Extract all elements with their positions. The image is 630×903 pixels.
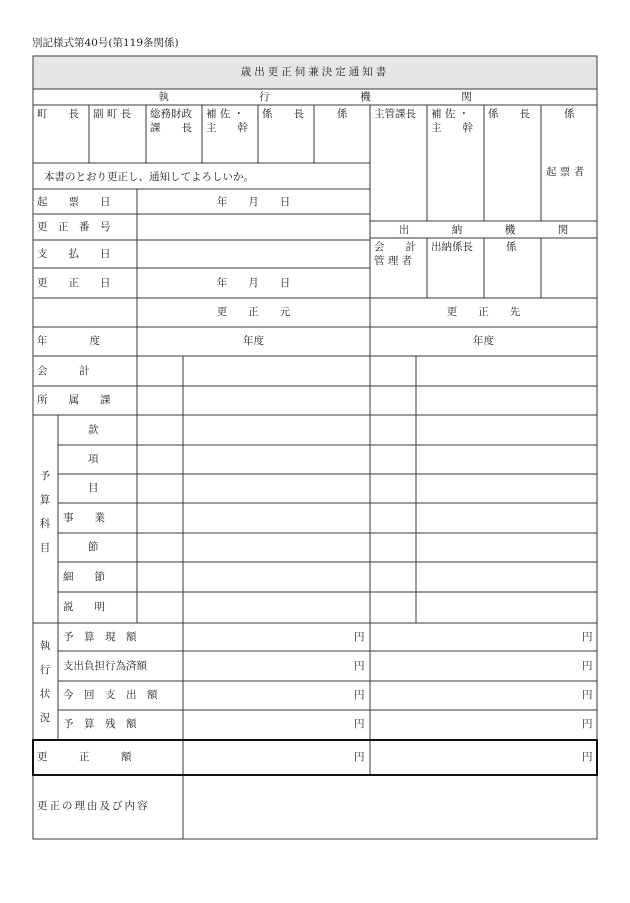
yen-mark: 円: [354, 689, 365, 701]
reason-label: 更正の理由及び内容: [37, 800, 150, 812]
kosei-moto-heading: 更 正 元: [216, 306, 291, 318]
kaikei-kanrisha-label-2: 管 理 者: [374, 255, 413, 267]
yen-mark: 円: [582, 751, 593, 763]
budget-item-moku: 目: [88, 482, 99, 494]
yen-mark: 円: [582, 689, 593, 701]
kosei-date-value[interactable]: 年 月 日: [216, 277, 291, 289]
form-number: 別記様式第40号(第119条関係): [32, 37, 179, 49]
stamp-label-somu-2: 課 長: [150, 122, 192, 134]
yen-mark: 円: [354, 631, 365, 643]
stamp-label-hosa-b-2: 主 幹: [431, 122, 473, 134]
stamp-label-kakari-b: 係: [564, 108, 575, 120]
nendo-label: 年 度: [37, 335, 100, 347]
stamp-label-shukan: 主管課長: [374, 108, 416, 120]
yen-mark: 円: [354, 660, 365, 672]
budget-item-jigyo: 事 業: [63, 512, 105, 524]
yen-mark: 円: [582, 718, 593, 730]
exec-shishutsu-futan: 支出負担行為済額: [63, 660, 147, 672]
suito-kakari-label: 係: [506, 241, 517, 253]
yen-mark: 円: [582, 660, 593, 672]
budget-item-setsumei: 説 明: [63, 601, 105, 613]
reason-field[interactable]: [184, 776, 596, 838]
kihyo-date-label: 起 票 日: [37, 196, 111, 208]
nendo-moto[interactable]: 年度: [243, 335, 264, 347]
execution-org-heading: 執 行 機 関: [158, 91, 512, 103]
stamp-label-kakaricho-b: 係 長: [488, 108, 530, 120]
exec-yosan-gengaku: 予 算 現 額: [63, 631, 137, 643]
stamp-label-hosa: 補 佐 ・: [206, 108, 245, 120]
shiharai-date-label: 支 払 日: [37, 248, 111, 260]
kosei-gaku-label: 更 正 額: [37, 751, 132, 763]
shozoku-label: 所 属 課: [37, 394, 111, 406]
kaikei-label: 会 計: [37, 365, 90, 377]
yen-mark: 円: [354, 718, 365, 730]
budget-group-label: [37, 464, 53, 560]
approval-note: 本書のとおり更正し、通知してよろしいか。: [44, 171, 254, 183]
yen-mark: 円: [582, 631, 593, 643]
budget-item-kan: 款: [88, 424, 99, 436]
stamp-label-somu: 総務財政: [150, 108, 192, 120]
kosei-date-label: 更 正 日: [37, 277, 111, 289]
kihyosha-label: 起 票 者: [546, 166, 585, 178]
stamp-label-hosa-2: 主 幹: [206, 122, 248, 134]
nendo-saki[interactable]: 年度: [473, 335, 494, 347]
budget-item-setsu: 節: [88, 541, 99, 553]
suito-org-heading: 出 納 機 関: [398, 224, 585, 236]
stamp-label-kakaricho: 係 長: [262, 108, 304, 120]
budget-item-saisetsu: 細 節: [63, 571, 105, 583]
yen-mark: 円: [354, 751, 365, 763]
kihyo-date-value[interactable]: 年 月 日: [216, 196, 291, 208]
execution-group-label: [37, 634, 53, 730]
stamp-label-machi: 町 長: [37, 108, 79, 120]
kosei-number-label: 更 正 番 号: [37, 221, 111, 233]
exec-konkai-shishutsu: 今 回 支 出 額: [63, 689, 158, 701]
stamp-label-fuku: 副 町 長: [93, 108, 132, 120]
budget-item-ko: 項: [88, 453, 99, 465]
execution-group-text: 執行状況: [39, 640, 51, 724]
kosei-saki-heading: 更 正 先: [446, 306, 521, 318]
stamp-label-kakari: 係: [337, 108, 348, 120]
budget-group-text: 予算科目: [39, 470, 51, 554]
form-title: 歳出更正伺兼決定通知書: [240, 66, 390, 78]
suito-kakaricho-label: 出納係長: [431, 241, 473, 253]
stamp-label-hosa-b: 補 佐 ・: [431, 108, 470, 120]
kaikei-kanrisha-label: 会 計: [374, 241, 416, 253]
exec-yosan-zangaku: 予 算 残 額: [63, 718, 137, 730]
